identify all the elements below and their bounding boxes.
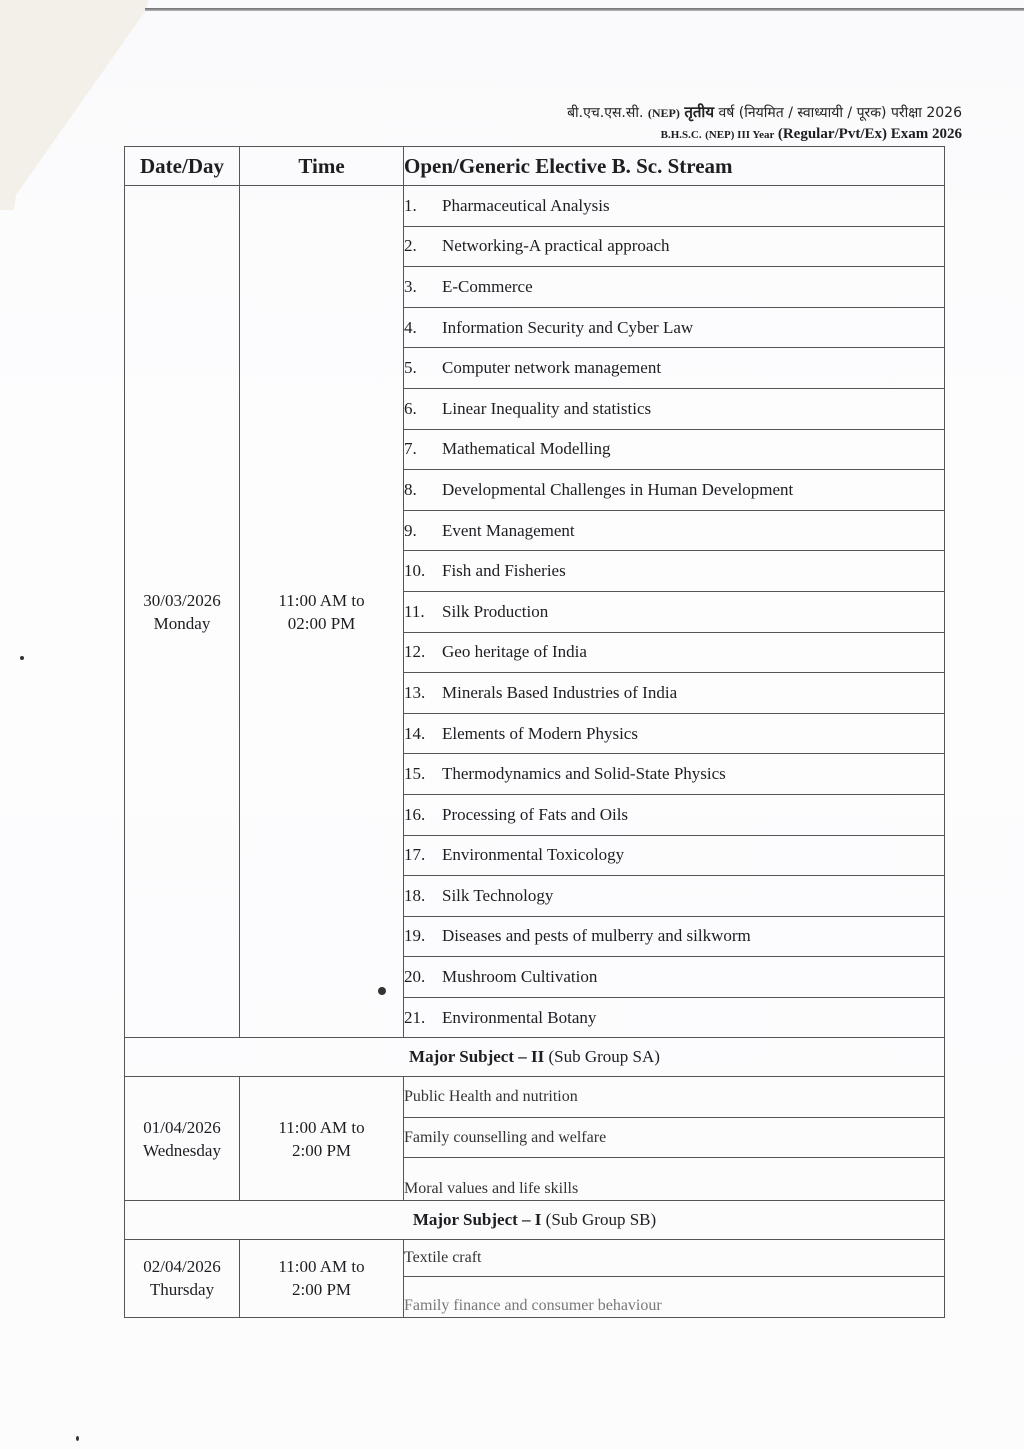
subject-cell xyxy=(404,876,945,917)
subject-cell xyxy=(404,673,945,714)
day: Thursday xyxy=(149,1280,215,1300)
subject-number: 15. xyxy=(404,764,426,784)
table-header-row xyxy=(125,147,945,186)
day: Wednesday xyxy=(143,1140,221,1160)
subject-cell xyxy=(404,997,945,1038)
subject-cell xyxy=(404,267,945,308)
subject-number: 18. xyxy=(404,885,426,905)
subject-cell xyxy=(404,348,945,389)
group-title: Major Subject – II xyxy=(409,1047,545,1067)
group-subtitle: (Sub Group SB) xyxy=(545,1209,657,1229)
time-end: 2:00 PM xyxy=(291,1140,352,1160)
subject-name: Event Management xyxy=(442,520,575,540)
subject-cell xyxy=(404,470,945,511)
subject-number: 7. xyxy=(404,439,417,459)
group-row-major-i xyxy=(125,1200,945,1239)
date-cell xyxy=(125,1077,240,1201)
subject-name: Information Security and Cyber Law xyxy=(442,317,694,337)
page-top-edge xyxy=(145,8,1024,11)
time-end: 2:00 PM xyxy=(291,1280,352,1300)
subject-name: Elements of Modern Physics xyxy=(442,723,638,743)
subject-cell xyxy=(404,632,945,673)
date-cell xyxy=(125,186,240,1038)
subject-number: 19. xyxy=(404,926,426,946)
table-row xyxy=(125,186,945,227)
subject-cell xyxy=(404,916,945,957)
english-rest: (Regular/Pvt/Ex) Exam 2026 xyxy=(777,126,962,142)
subject-name: Minerals Based Industries of India xyxy=(442,682,678,702)
ink-speck xyxy=(76,1436,79,1441)
subject-name: E-Commerce xyxy=(442,276,533,296)
subject-cell xyxy=(404,794,945,835)
subject-number: 6. xyxy=(404,398,417,418)
subject-name: Mushroom Cultivation xyxy=(442,967,598,987)
subject-number: 12. xyxy=(404,642,426,662)
subject-name: Geo heritage of India xyxy=(442,642,587,662)
subject-name: Networking-A practical approach xyxy=(442,236,670,256)
subject-name: Thermodynamics and Solid-State Physics xyxy=(442,764,726,784)
time-start: 11:00 AM to xyxy=(278,1257,365,1277)
date: 01/04/2026 xyxy=(143,1117,221,1137)
subject-cell: Textile craft xyxy=(404,1239,945,1276)
subject-number: 16. xyxy=(404,804,426,824)
time-start: 11:00 AM to xyxy=(278,590,365,610)
subject-name: Silk Production xyxy=(442,601,549,621)
subject-cell xyxy=(404,754,945,795)
group-row-major-ii xyxy=(125,1038,945,1077)
time-cell xyxy=(240,1239,404,1317)
subject-cell xyxy=(404,186,945,227)
group-subtitle: (Sub Group SA) xyxy=(548,1047,660,1067)
subject-cell xyxy=(404,307,945,348)
subject-cell xyxy=(404,510,945,551)
subject-cell: Moral values and life skills xyxy=(404,1158,945,1201)
subject-number: 14. xyxy=(404,723,426,743)
ink-speck xyxy=(20,656,24,660)
subject-number: 10. xyxy=(404,561,426,581)
subject-number: 17. xyxy=(404,845,426,865)
subject-name: Pharmaceutical Analysis xyxy=(442,195,610,215)
subject-name: Processing of Fats and Oils xyxy=(442,804,629,824)
english-title xyxy=(567,124,962,145)
subject-number: 11. xyxy=(404,601,425,621)
subject-name: Linear Inequality and statistics xyxy=(442,398,652,418)
subject-cell xyxy=(404,957,945,998)
hindi-year: तृतीय xyxy=(684,103,715,121)
table-row xyxy=(125,1239,945,1276)
english-prefix: B.H.S.C. xyxy=(660,129,702,141)
subject-name: Mathematical Modelling xyxy=(442,439,611,459)
english-nep: (NEP) III Year xyxy=(705,129,775,141)
table-row xyxy=(125,1077,945,1118)
date: 02/04/2026 xyxy=(143,1257,221,1277)
subject-cell: Family counselling and welfare xyxy=(404,1117,945,1158)
subject-cell xyxy=(404,226,945,267)
time-cell xyxy=(240,186,404,1038)
subject-name: Developmental Challenges in Human Development xyxy=(442,479,794,499)
table-body xyxy=(125,186,945,1318)
subject-cell xyxy=(404,835,945,876)
subject-cell: Public Health and nutrition xyxy=(404,1077,945,1118)
ink-speck xyxy=(378,987,386,995)
header-stream: Open/Generic Elective B. Sc. Stream xyxy=(404,147,945,186)
subject-cell xyxy=(404,429,945,470)
subject-name: Diseases and pests of mulberry and silkworm xyxy=(442,926,751,946)
header-date-day: Date/Day xyxy=(125,147,240,186)
group-heading xyxy=(125,1200,945,1239)
subject-number: 9. xyxy=(404,520,417,540)
subject-number: 20. xyxy=(404,967,426,987)
date-cell xyxy=(125,1239,240,1317)
subject-name: Environmental Botany xyxy=(442,1007,597,1027)
hindi-nep: (NEP) xyxy=(647,106,680,120)
subject-name: Computer network management xyxy=(442,358,662,378)
date: 30/03/2026 xyxy=(143,590,221,610)
group-title: Major Subject – I xyxy=(412,1209,542,1229)
document-header xyxy=(567,101,962,145)
time-end: 02:00 PM xyxy=(287,613,356,633)
subject-number: 13. xyxy=(404,682,426,702)
subject-number: 8. xyxy=(404,479,417,499)
time-start: 11:00 AM to xyxy=(278,1117,365,1137)
subject-number: 4. xyxy=(404,317,417,337)
subject-number: 2. xyxy=(404,236,417,256)
subject-cell: Family finance and consumer behaviour xyxy=(404,1276,945,1317)
subject-number: 5. xyxy=(404,358,417,378)
subject-name: Environmental Toxicology xyxy=(442,845,625,865)
subject-number: 1. xyxy=(404,195,417,215)
hindi-rest: वर्ष (नियमित / स्वाध्यायी / पूरक) परीक्षा 2026 xyxy=(718,105,962,121)
subject-cell xyxy=(404,551,945,592)
subject-name: Fish and Fisheries xyxy=(442,561,566,581)
hindi-title xyxy=(567,101,962,124)
subject-number: 3. xyxy=(404,276,417,296)
hindi-prefix: बी.एच.एस.सी. xyxy=(567,105,644,121)
subject-number: 21. xyxy=(404,1007,426,1027)
exam-schedule-table xyxy=(124,146,945,1318)
time-cell xyxy=(240,1077,404,1201)
subject-cell xyxy=(404,591,945,632)
subject-cell xyxy=(404,713,945,754)
subject-name: Silk Technology xyxy=(442,885,554,905)
day: Monday xyxy=(153,613,211,633)
header-time: Time xyxy=(240,147,404,186)
subject-cell xyxy=(404,388,945,429)
group-heading xyxy=(125,1038,945,1077)
